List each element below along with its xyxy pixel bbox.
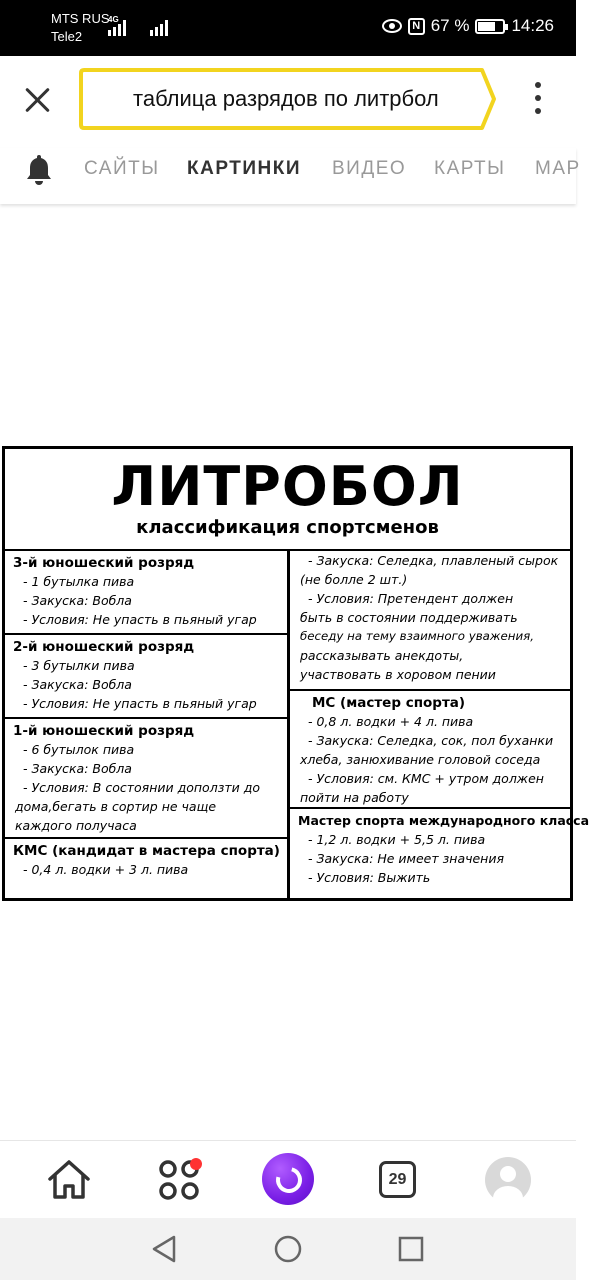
rank-title: Мастер спорта международного класса xyxy=(298,813,589,828)
rank-line: - 0,4 л. водки + 3 л. пива xyxy=(23,862,189,877)
rank-line: - Закуска: Вобла xyxy=(23,677,132,692)
bell-icon[interactable] xyxy=(24,152,54,186)
rank-line: - Условия: В состоянии доползти до xyxy=(23,780,261,795)
tab-market[interactable]: МАР xyxy=(535,158,581,179)
rank-line: беседу на тему взаимного уважения, xyxy=(300,629,535,643)
carrier-name-secondary: Tele2 xyxy=(51,29,83,44)
rank-line: - Закуска: Вобла xyxy=(23,593,132,608)
home-circle-icon[interactable] xyxy=(273,1234,303,1264)
avatar[interactable] xyxy=(485,1157,531,1203)
rank-line: - Закуска: Селедка, сок, пол буханки xyxy=(308,733,554,748)
home-icon[interactable] xyxy=(44,1155,94,1205)
battery-percent: 67 % xyxy=(430,16,470,35)
right-column xyxy=(290,551,589,901)
rank-cell xyxy=(5,551,287,635)
tab-maps[interactable]: КАРТЫ xyxy=(434,158,506,179)
left-column xyxy=(5,551,290,901)
rank-cell xyxy=(5,839,287,901)
status-bar xyxy=(0,0,576,56)
rank-line: быть в состоянии поддерживать xyxy=(300,610,518,625)
system-navigation-bar xyxy=(0,1218,576,1280)
result-image[interactable] xyxy=(2,446,589,901)
back-icon[interactable] xyxy=(150,1234,178,1264)
rank-line: рассказывать анекдоты, xyxy=(300,648,464,663)
nfc-icon: N xyxy=(408,18,425,35)
rank-line: - Условия: Выжить xyxy=(308,870,431,885)
rank-cell xyxy=(5,635,287,719)
rank-title: КМС (кандидат в мастера спорта) xyxy=(13,843,280,859)
rank-title: 1-й юношеский розряд xyxy=(13,723,195,739)
search-header xyxy=(0,56,576,148)
bottom-navigation xyxy=(0,1140,576,1218)
carrier-name-primary: MTS RUS xyxy=(51,11,110,26)
rank-line: - Закуска: Вобла xyxy=(23,761,132,776)
rank-line: - Закуска: Не имеет значения xyxy=(308,851,504,866)
rank-cell xyxy=(5,719,287,839)
open-tabs-counter[interactable]: 29 xyxy=(379,1161,416,1198)
rank-line: хлеба, занюхивание головой соседа xyxy=(300,752,541,767)
rank-title: МС (мастер спорта) xyxy=(312,695,466,711)
rank-line: пойти на работу xyxy=(300,790,409,805)
rank-cell xyxy=(290,691,570,809)
tab-sites[interactable]: САЙТЫ xyxy=(84,158,160,179)
rank-line: - Условия: Претендент должен xyxy=(308,591,514,606)
image-subtitle: классификация спортсменов xyxy=(136,517,439,538)
rank-line: - 1,2 л. водки + 5,5 л. пива xyxy=(308,832,486,847)
network-type: 4G xyxy=(108,15,119,24)
recents-icon[interactable] xyxy=(397,1234,425,1264)
services-grid-icon[interactable] xyxy=(154,1155,204,1205)
rank-line: - Условия: Не упасть в пьяный угар xyxy=(23,612,257,627)
rank-line: - 3 бутылки пива xyxy=(23,658,135,673)
image-title: ЛИТРОБОЛ xyxy=(111,455,464,518)
battery-icon xyxy=(475,19,505,34)
clock: 14:26 xyxy=(511,16,554,35)
rank-line: каждого получаса xyxy=(15,818,137,833)
rank-cell xyxy=(290,551,570,691)
rank-cell xyxy=(290,809,589,901)
eye-comfort-icon xyxy=(382,19,402,33)
image-header xyxy=(5,449,570,551)
rank-line: участвовать в хоровом пении xyxy=(300,667,496,682)
rank-title: 2-й юношеский розряд xyxy=(13,639,195,655)
search-tabs xyxy=(0,148,581,204)
rank-line: - Условия: см. КМС + утром должен xyxy=(308,771,544,786)
rank-line: дома,бегать в сортир не чаще xyxy=(15,799,217,814)
rank-title: 3-й юношеский розряд xyxy=(13,555,195,571)
close-button[interactable] xyxy=(22,84,54,116)
search-input[interactable] xyxy=(133,83,473,115)
rank-line: - 6 бутылок пива xyxy=(23,742,135,757)
more-menu-icon[interactable] xyxy=(530,82,546,122)
search-box[interactable] xyxy=(78,67,496,131)
rank-line: (не болле 2 шт.) xyxy=(300,572,408,587)
alice-assistant-button[interactable] xyxy=(262,1153,314,1205)
tab-video[interactable]: ВИДЕО xyxy=(332,158,407,179)
tab-images[interactable]: КАРТИНКИ xyxy=(187,158,301,179)
rank-line: - Закуска: Селедка, плавленый сырок xyxy=(308,553,559,568)
rank-line: - 0,8 л. водки + 4 л. пива xyxy=(308,714,474,729)
rank-line: - 1 бутылка пива xyxy=(23,574,135,589)
rank-line: - Условия: Не упасть в пьяный угар xyxy=(23,696,257,711)
